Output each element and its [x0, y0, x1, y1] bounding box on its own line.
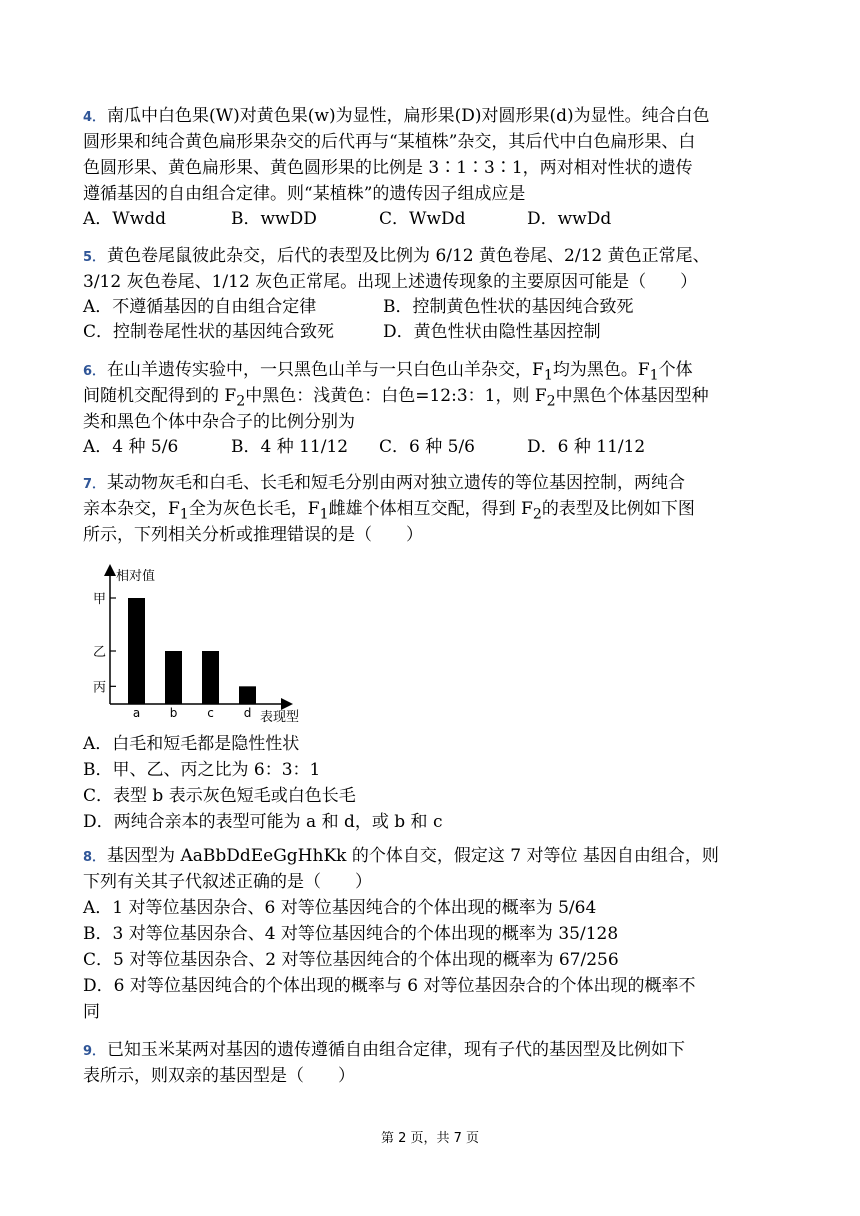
- q7-line-2: 亲本杂交，$F_1$全为灰色长毛，$F_1$雌雄个体相互交配，得到 $F_2$的表型及比例如下图: [83, 499, 695, 523]
- q6-options: [83, 435, 803, 460]
- q5-option-c[interactable]: C．控制卷尾性状的基因纯合致死: [83, 322, 335, 342]
- x-axis-label: 表现型: [260, 710, 300, 725]
- q7-bar-chart: [82, 560, 322, 730]
- y-tick-label-0: 甲: [92, 592, 106, 607]
- x-tick-label-c: c: [207, 706, 214, 720]
- q5-option-b[interactable]: B．控制黄色性状的基因纯合致死: [383, 297, 634, 317]
- q4-option-a[interactable]: A．Wwdd: [83, 209, 167, 229]
- q8-option-d[interactable]: D．6 对等位基因纯合的个体出现的概率与 6 对等位基因杂合的个体出现的概率不: [83, 976, 696, 996]
- q5-option-a[interactable]: A．不遵循基因的自由组合定律: [83, 297, 317, 317]
- q6-option-c[interactable]: C．6 种 5/6: [379, 437, 475, 457]
- bar-c: [202, 651, 219, 704]
- q5-line-2: 3/12 灰色卷尾、1/12 灰色正常尾。出现上述遗传现象的主要原因可能是（ ）: [83, 272, 698, 292]
- y-tick-label-1: 乙: [92, 645, 106, 660]
- q6-line-2: 间随机交配得到的 $F_2$中黑色：浅黄色：白色=12:3：1，则 $F_2$中黑色个体基因型种: [83, 386, 709, 410]
- question-8: [83, 843, 803, 1025]
- q7-option-a[interactable]: A．白毛和短毛都是隐性性状: [83, 734, 300, 754]
- x-tick-label-a: a: [132, 706, 141, 720]
- q7-line-1: 7． 某动物灰毛和白毛、长毛和短毛分别由两对独立遗传的等位基因控制，两纯合: [83, 473, 686, 493]
- q7-option-d[interactable]: D．两纯合亲本的表型可能为 a 和 d，或 b 和 c: [83, 812, 443, 832]
- x-tick-label-b: b: [169, 706, 178, 720]
- q9-number: 9．: [83, 1044, 106, 1059]
- q4-line-2: 圆形果和纯合黄色扁形果杂交的后代再与“某植株”杂交，其后代中白色扁形果、白: [83, 132, 696, 152]
- q8-number: 8．: [83, 850, 106, 865]
- q4-options: [83, 207, 803, 232]
- y-tick-label-2: 丙: [92, 680, 106, 696]
- q6-number: 6．: [83, 364, 106, 379]
- q6-option-b[interactable]: B．4 种 11/12: [231, 437, 349, 457]
- q4-line-4: 遵循基因的自由组合定律。则“某植株”的遗传因子组成应是: [83, 184, 526, 204]
- q4-line-3: 色圆形果、黄色扁形果、黄色圆形果的比例是 3∶1∶3∶1，两对相对性状的遗传: [83, 158, 693, 178]
- q4-option-c[interactable]: C．WwDd: [379, 209, 466, 229]
- q4-option-b[interactable]: B．wwDD: [231, 209, 317, 229]
- q6-option-a[interactable]: A．4 种 5/6: [83, 437, 179, 457]
- q5-options-row-2: [83, 320, 803, 345]
- y-axis-label: 相对值: [116, 569, 156, 584]
- bar-a: [128, 598, 145, 704]
- question-6: [83, 357, 803, 460]
- q7-option-c[interactable]: C．表型 b 表示灰色短毛或白色长毛: [83, 786, 356, 806]
- page-footer: 第 2 页，共 7 页: [380, 1131, 480, 1146]
- q8-line-1: 8． 基因型为 AaBbDdEeGgHhKk 的个体自交，假定这 7 对等位 基因自由组合，则: [83, 846, 719, 866]
- x-tick-label-d: d: [243, 706, 252, 720]
- q6-line-3: 类和黑色个体中杂合子的比例分别为: [83, 412, 355, 432]
- question-9: [83, 1037, 803, 1089]
- q4-option-d[interactable]: D．wwDd: [527, 209, 612, 229]
- q4-number: 4．: [83, 110, 106, 125]
- q6-line-1: 6． 在山羊遗传实验中，一只黑色山羊与一只白色山羊杂交，$F_1$均为黑色。$F_1$个体: [83, 360, 693, 384]
- q9-line-2: 表所示，则双亲的基因型是（ ）: [83, 1066, 355, 1086]
- question-4: [83, 103, 803, 232]
- q7-number: 7．: [83, 477, 106, 492]
- bar-b: [165, 651, 182, 704]
- q9-line-1: 9． 已知玉米某两对基因的遗传遵循自由组合定律，现有子代的基因型及比例如下: [83, 1040, 686, 1060]
- q4-line-1: 4． 南瓜中白色果(W)对黄色果(w)为显性，扁形果(D)对圆形果(d)为显性。纯合白色: [83, 106, 710, 126]
- q7-option-b[interactable]: B．甲、乙、丙之比为 6：3：1: [83, 760, 321, 780]
- q5-options-row-1: [83, 295, 803, 320]
- bar-d: [239, 686, 256, 704]
- q5-line-1: 5． 黄色卷尾鼠彼此杂交，后代的表型及比例为 6/12 黄色卷尾、2/12 黄色正常尾、: [83, 246, 710, 266]
- q8-option-d-continued: 同: [83, 1002, 100, 1022]
- question-7: [83, 470, 803, 548]
- q6-option-d[interactable]: D．6 种 11/12: [527, 437, 646, 457]
- question-5: [83, 243, 803, 345]
- q8-option-c[interactable]: C．5 对等位基因杂合、2 对等位基因纯合的个体出现的概率为 67/256: [83, 950, 619, 970]
- q8-line-2: 下列有关其子代叙述正确的是（ ）: [83, 872, 372, 892]
- q8-option-b[interactable]: B．3 对等位基因杂合、4 对等位基因纯合的个体出现的概率为 35/128: [83, 924, 619, 944]
- question-7-options: [83, 731, 803, 835]
- q7-line-3: 所示，下列相关分析或推理错误的是（ ）: [83, 525, 423, 545]
- q8-option-a[interactable]: A．1 对等位基因杂合、6 对等位基因纯合的个体出现的概率为 5/64: [83, 898, 597, 918]
- q5-option-d[interactable]: D．黄色性状由隐性基因控制: [383, 322, 601, 342]
- q5-number: 5．: [83, 250, 106, 265]
